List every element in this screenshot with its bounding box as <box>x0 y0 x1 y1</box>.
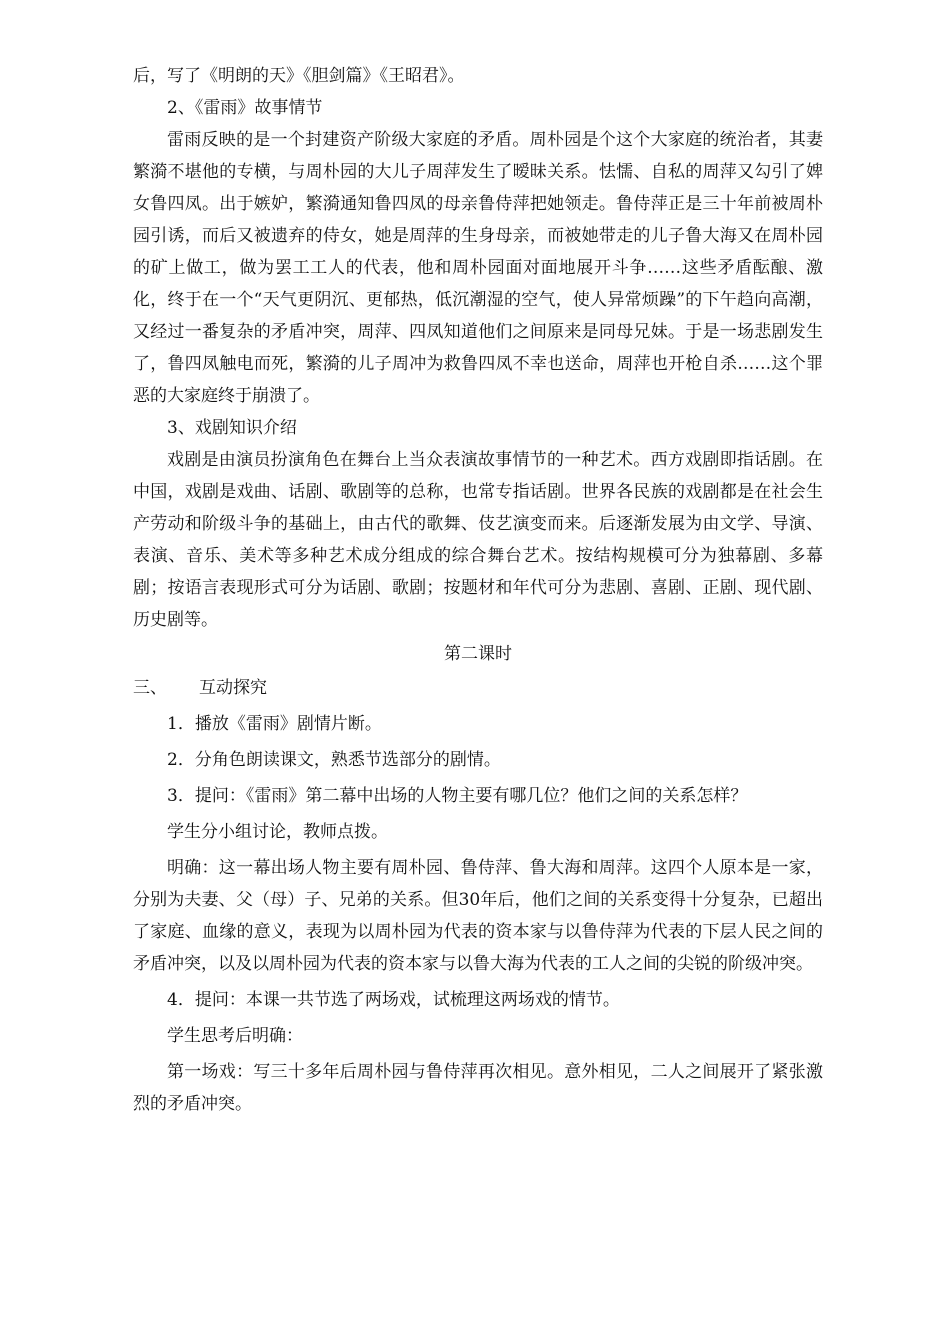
paragraph-story-plot: 雷雨反映的是一个封建资产阶级大家庭的矛盾。周朴园是个这个大家庭的统治者，其妻繁漪不堪他的专横，与周朴园的大儿子周萍发生了暧昧关系。怯懦、自私的周萍又勾引了婢女鲁四凤。出于嫉妒，繁漪通知鲁四凤的母亲鲁侍萍把她领走。鲁侍萍正是三十年前被周朴园引诱，而后又被遗弃的侍女，她是周萍的生身母亲，而被她带走的儿子鲁大海又在周朴园的矿上做工，做为罢工工人的代表，他和周朴园面对面地展开斗争……这些矛盾酝酿、激化，终于在一个“天气更阴沉、更郁热，低沉潮湿的空气，使人异常烦躁”的下午趋向高潮，又经过一番复杂的矛盾冲突，周萍、四凤知道他们之间原来是同母兄妹。于是一场悲剧发生了，鲁四凤触电而死，繁漪的儿子周冲为救鲁四凤不幸也送命，周萍也开枪自杀……这个罪恶的大家庭终于崩溃了。 <box>133 130 823 406</box>
paragraph-first-scene: 第一场戏：写三十多年后周朴园与鲁侍萍再次相见。意外相见，二人之间展开了紧张激烈的矛盾冲突。 <box>133 1062 823 1114</box>
list-item-2: 2．分角色朗读课文，熟悉节选部分的剧情。 <box>167 750 501 770</box>
heading-interactive-exploration <box>133 672 823 704</box>
section-number: 三、 <box>133 678 167 698</box>
section-title: 互动探究 <box>199 678 267 698</box>
heading-second-lesson: 第二课时 <box>444 644 512 664</box>
paragraph-clarification: 明确：这一幕出场人物主要有周朴园、鲁侍萍、鲁大海和周萍。这四个人原本是一家，分别为夫妻、父（母）子、兄弟的关系。但30年后，他们之间的关系变得十分复杂，已超出了家庭、血缘的意义，表现为以周朴园为代表的资本家与以鲁侍萍为代表的下层人民之间的矛盾冲突，以及以周朴园为代表的资本家与以鲁大海为代表的工人之间的尖锐的阶级冲突。 <box>133 858 823 974</box>
list-item-1: 1．播放《雷雨》剧情片断。 <box>167 714 382 734</box>
paragraph-drama-knowledge: 戏剧是由演员扮演角色在舞台上当众表演故事情节的一种艺术。西方戏剧即指话剧。在中国，戏剧是戏曲、话剧、歌剧等的总称，也常专指话剧。世界各民族的戏剧都是在社会生产劳动和阶级斗争的基础上，由古代的歌舞、伎艺演变而来。后逐渐发展为由文学、导演、表演、音乐、美术等多种艺术成分组成的综合舞台艺术。按结构规模可分为独幕剧、多幕剧；按语言表现形式可分为话剧、歌剧；按题材和年代可分为悲剧、喜剧、正剧、现代剧、历史剧等。 <box>133 450 823 630</box>
list-item-3: 3．提问：《雷雨》第二幕中出场的人物主要有哪几位？他们之间的关系怎样？ <box>167 786 748 806</box>
paragraph-group-discussion: 学生分小组讨论，教师点拨。 <box>167 822 388 842</box>
heading-story-plot: 2、《雷雨》故事情节 <box>167 98 323 118</box>
paragraph-student-answer: 学生思考后明确： <box>167 1026 303 1046</box>
heading-drama-knowledge: 3、戏剧知识介绍 <box>167 418 297 438</box>
paragraph-continuation: 后，写了《明朗的天》《胆剑篇》《王昭君》。 <box>133 66 465 86</box>
list-item-4: 4．提问：本课一共节选了两场戏，试梳理这两场戏的情节。 <box>167 990 620 1010</box>
document-body <box>133 60 823 1120</box>
